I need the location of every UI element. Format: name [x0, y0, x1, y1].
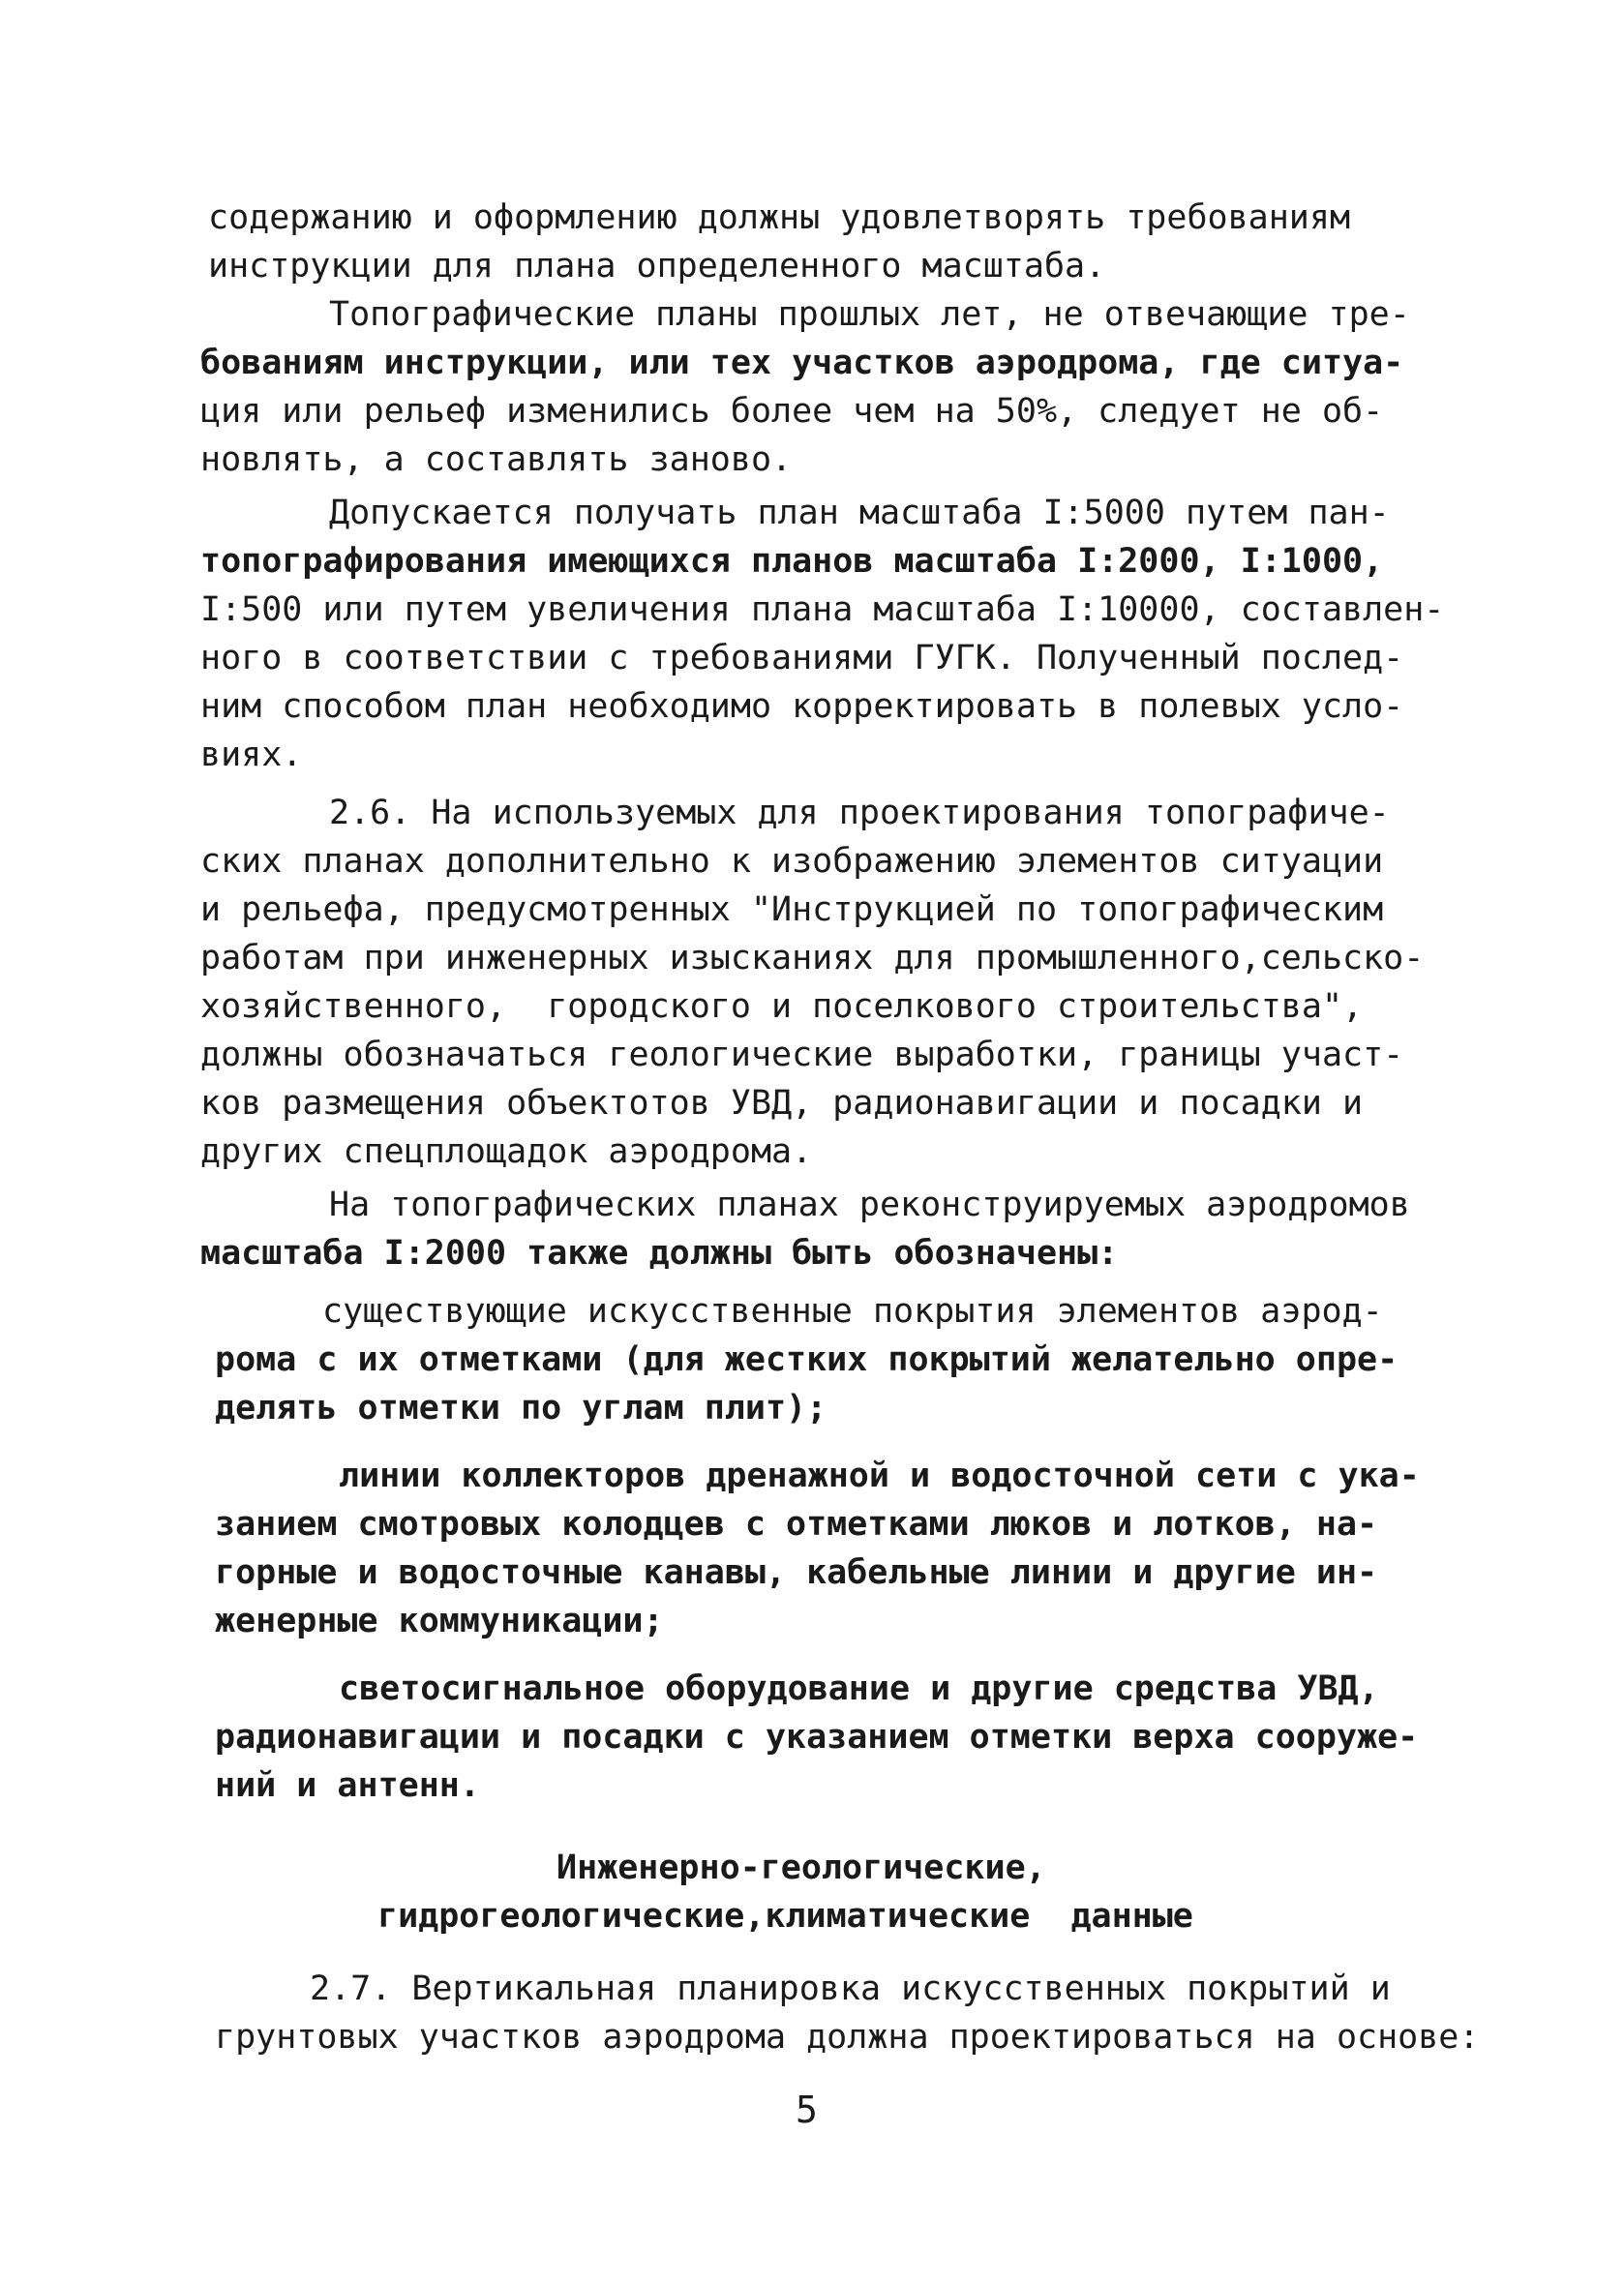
text-line: топографирования имеющихся планов масштаба I:2000, I:1000, [200, 542, 1384, 581]
text-line: ция или рельеф изменились более чем на 50%, следует не об- [200, 392, 1384, 431]
text-line: работам при инженерных изысканиях для промышленного,сельско- [200, 939, 1425, 977]
text-line: делять отметки по углам плит); [215, 1389, 827, 1428]
text-line: светосигнальное оборудование и другие средства УВД, [339, 1669, 1379, 1708]
text-line: масштаба I:2000 также должны быть обозначены: [200, 1234, 1119, 1273]
section-heading-line-2: гидрогеологические,климатические данные [377, 1897, 1193, 1936]
text-line: 2.7. Вертикальная планировка искусственных покрытий и [310, 1969, 1391, 2008]
text-line: занием смотровых колодцев с отметками люков и лотков, на- [215, 1505, 1378, 1544]
text-line: новлять, а составлять заново. [200, 440, 793, 479]
text-line: ских планах дополнительно к изображению элементов ситуации [200, 842, 1384, 881]
text-line: ний и антенн. [215, 1766, 480, 1805]
text-line: грунтовых участков аэродрома должна проектироваться на основе: [215, 2018, 1480, 2057]
text-line: рома с их отметками (для жестких покрытий желательно опре- [215, 1340, 1398, 1379]
text-line: хозяйственного, городского и поселкового строительства", [200, 987, 1364, 1026]
text-line: виях. [200, 736, 303, 774]
text-line: женерные коммуникации; [215, 1602, 664, 1640]
text-line: радионавигации и посадки с указанием отметки верха сооруже- [215, 1718, 1419, 1757]
text-line: ков размещения объектотов УВД, радионавигации и посадки и [200, 1084, 1364, 1123]
text-line: ним способом план необходимо корректировать в полевых усло- [200, 687, 1404, 726]
text-line: горные и водосточные канавы, кабельные линии и другие ин- [215, 1553, 1378, 1592]
text-line: На топографических планах реконструируемых аэродромов [329, 1186, 1410, 1224]
text-line: и рельефа, предусмотренных "Инструкцией по топографическим [200, 890, 1384, 929]
section-heading-line-1: Инженерно-геологические, [556, 1849, 1046, 1887]
text-line: I:500 или путем увеличения плана масштаба I:10000, составлен- [200, 590, 1445, 629]
text-line: должны обозначаться геологические выработки, границы участ- [200, 1036, 1404, 1074]
text-line: ного в соответствии с требованиями ГУГК. Полученный послед- [200, 639, 1404, 677]
text-line: линии коллекторов дренажной и водосточной сети с ука- [339, 1457, 1420, 1495]
text-line: существующие искусственные покрытия элементов аэрод- [322, 1292, 1383, 1331]
text-line: Допускается получать план масштаба I:5000 путем пан- [329, 494, 1390, 532]
text-line: содержанию и оформлению должны удовлетворять требованиям [208, 198, 1351, 237]
text-line: 2.6. На используемых для проектирования топографиче- [329, 794, 1390, 832]
text-line: бованиям инструкции, или тех участков аэродрома, где ситуа- [200, 344, 1404, 382]
text-line: других спецплощадок аэродрома. [200, 1132, 813, 1171]
page-number: 5 [796, 2089, 818, 2131]
text-line: инструкции для плана определенного масштаба. [208, 247, 1106, 286]
text-line: Топографические планы прошлых лет, не отвечающие тре- [329, 295, 1410, 334]
